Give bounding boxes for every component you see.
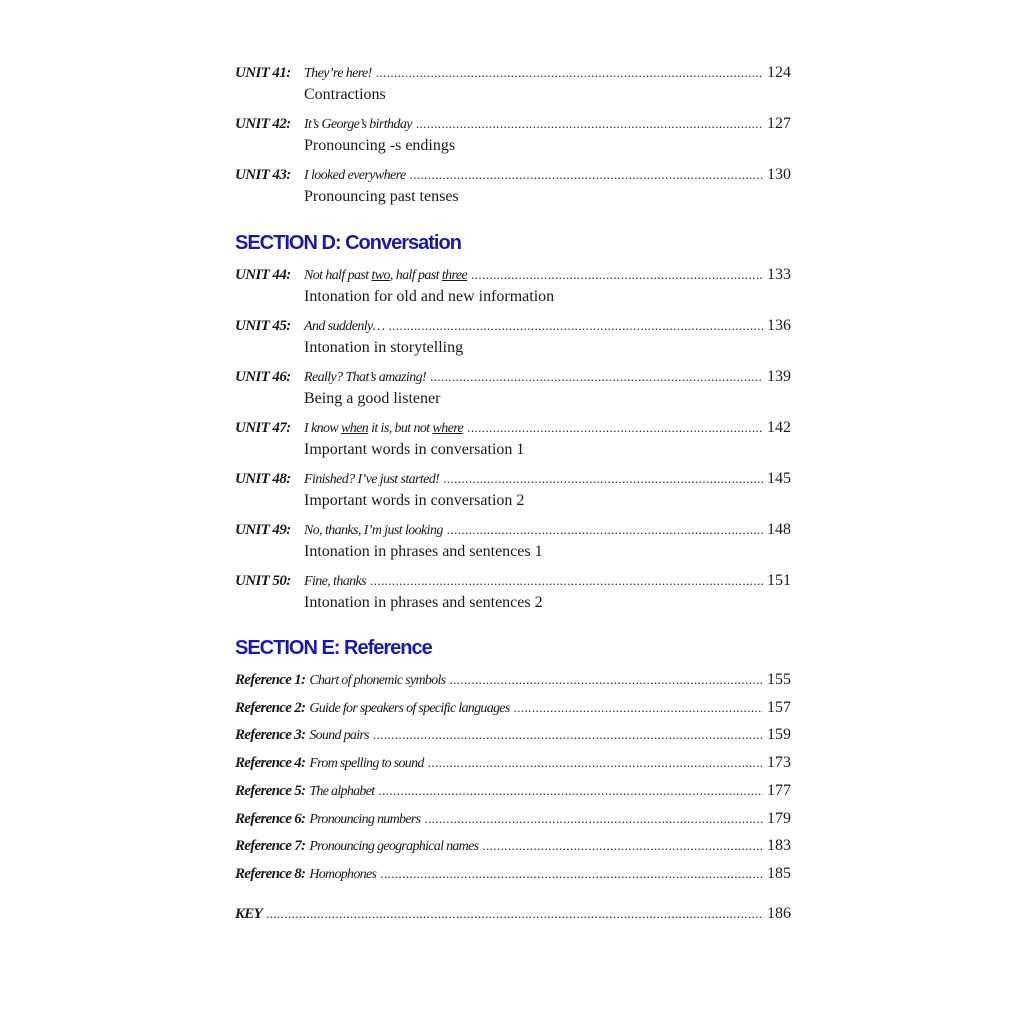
- dot-leader: [376, 63, 763, 83]
- toc-entry-unit-47[interactable]: [235, 418, 791, 462]
- page-number: 185: [767, 865, 791, 882]
- page-number: 139: [767, 368, 791, 385]
- toc-entry-reference-1[interactable]: [235, 670, 791, 690]
- reference-title: Pronouncing geographical names: [309, 839, 479, 854]
- unit-subtitle: Intonation for old and new information: [304, 288, 555, 305]
- unit-label: UNIT 48:: [235, 471, 291, 487]
- unit-label: UNIT 49:: [235, 522, 291, 538]
- reference-label: Reference 8:: [235, 866, 306, 882]
- page-number: 148: [767, 521, 791, 538]
- toc-entry-unit-44[interactable]: [235, 265, 791, 309]
- unit-title: Fine, thanks: [304, 574, 367, 589]
- reference-label: Reference 5:: [235, 783, 306, 799]
- unit-title: Really? That’s amazing!: [304, 370, 427, 385]
- dot-leader: [428, 753, 763, 773]
- reference-label: Reference 3:: [235, 727, 306, 743]
- toc-entry-reference-7[interactable]: [235, 836, 791, 856]
- unit-title: They’re here!: [304, 66, 372, 81]
- unit-title: Finished? I’ve just started!: [304, 472, 440, 487]
- unit-title: I looked everywhere: [304, 168, 406, 183]
- toc-entry-unit-41[interactable]: [235, 63, 791, 107]
- dot-leader: [447, 520, 763, 540]
- toc-entry-reference-8[interactable]: [235, 864, 791, 884]
- unit-label: UNIT 50:: [235, 573, 291, 589]
- dot-leader: [370, 571, 763, 591]
- unit-subtitle: Important words in conversation 1: [304, 441, 525, 458]
- page-number: 155: [767, 671, 791, 688]
- reference-title: From spelling to sound: [309, 756, 424, 771]
- unit-subtitle: Being a good listener: [304, 390, 441, 407]
- section-d-heading: SECTION D: Conversation: [235, 232, 461, 254]
- unit-subtitle: Intonation in storytelling: [304, 339, 464, 356]
- dot-leader: [449, 670, 763, 690]
- page-number: 159: [767, 726, 791, 743]
- unit-label: UNIT 43:: [235, 167, 291, 183]
- toc-entry-unit-46[interactable]: [235, 367, 791, 411]
- key-label: KEY: [235, 906, 263, 922]
- reference-title: The alphabet: [309, 784, 375, 799]
- reference-title: Pronouncing numbers: [309, 812, 421, 827]
- unit-label: UNIT 42:: [235, 116, 291, 132]
- reference-title: Homophones: [309, 867, 377, 882]
- unit-subtitle: Important words in conversation 2: [304, 492, 525, 509]
- dot-leader: [373, 725, 763, 745]
- dot-leader: [467, 418, 763, 438]
- dot-leader: [266, 904, 763, 924]
- unit-title: I know when it is, but not where: [304, 421, 464, 436]
- section-e-heading: SECTION E: Reference: [235, 637, 432, 659]
- dot-leader: [424, 809, 763, 829]
- dot-leader: [443, 469, 763, 489]
- unit-subtitle: Intonation in phrases and sentences 2: [304, 594, 543, 611]
- unit-title: And suddenly…: [304, 319, 385, 334]
- unit-subtitle: Contractions: [304, 86, 386, 103]
- unit-label: UNIT 41:: [235, 65, 291, 81]
- unit-label: UNIT 46:: [235, 369, 291, 385]
- toc-entry-unit-42[interactable]: [235, 114, 791, 158]
- page-number: 186: [767, 905, 791, 922]
- page-number: 142: [767, 419, 791, 436]
- toc-entry-reference-6[interactable]: [235, 809, 791, 829]
- dot-leader: [380, 864, 763, 884]
- page-number: 173: [767, 754, 791, 771]
- reference-title: Chart of phonemic symbols: [309, 673, 446, 688]
- page-number: 145: [767, 470, 791, 487]
- reference-label: Reference 2:: [235, 700, 306, 716]
- dot-leader: [430, 367, 763, 387]
- toc-entry-reference-3[interactable]: [235, 725, 791, 745]
- toc-entry-reference-2[interactable]: [235, 698, 791, 718]
- dot-leader: [378, 781, 763, 801]
- dot-leader: [388, 316, 763, 336]
- unit-label: UNIT 47:: [235, 420, 291, 436]
- unit-subtitle: Intonation in phrases and sentences 1: [304, 543, 543, 560]
- page-number: 130: [767, 166, 791, 183]
- dot-leader: [471, 265, 763, 285]
- reference-label: Reference 6:: [235, 811, 306, 827]
- unit-title: No, thanks, I’m just looking: [304, 523, 443, 538]
- reference-label: Reference 7:: [235, 838, 306, 854]
- toc-entry-unit-45[interactable]: [235, 316, 791, 360]
- dot-leader: [514, 698, 763, 718]
- toc-entry-unit-50[interactable]: [235, 571, 791, 615]
- unit-label: UNIT 45:: [235, 318, 291, 334]
- toc-entry-key[interactable]: [235, 904, 791, 924]
- toc-entry-unit-48[interactable]: [235, 469, 791, 513]
- page-number: 127: [767, 115, 791, 132]
- dot-leader: [410, 165, 763, 185]
- reference-label: Reference 4:: [235, 755, 306, 771]
- page-number: 157: [767, 699, 791, 716]
- unit-subtitle: Pronouncing past tenses: [304, 188, 459, 205]
- page-number: 124: [767, 64, 791, 81]
- unit-subtitle: Pronouncing -s endings: [304, 137, 456, 154]
- unit-title: It’s George’s birthday: [304, 117, 412, 132]
- dot-leader: [482, 836, 763, 856]
- page-number: 136: [767, 317, 791, 334]
- toc-entry-reference-5[interactable]: [235, 781, 791, 801]
- dot-leader: [416, 114, 763, 134]
- unit-label: UNIT 44:: [235, 267, 291, 283]
- unit-title: Not half past two, half past three: [304, 268, 468, 283]
- reference-title: Guide for speakers of specific languages: [309, 701, 510, 716]
- page-number: 151: [767, 572, 791, 589]
- toc-entry-unit-49[interactable]: [235, 520, 791, 564]
- page-number: 133: [767, 266, 791, 283]
- reference-title: Sound pairs: [309, 728, 369, 743]
- toc-entry-reference-4[interactable]: [235, 753, 791, 773]
- reference-label: Reference 1:: [235, 672, 306, 688]
- page-number: 177: [767, 782, 791, 799]
- page-number: 183: [767, 837, 791, 854]
- toc-entry-unit-43[interactable]: [235, 165, 791, 209]
- page-number: 179: [767, 810, 791, 827]
